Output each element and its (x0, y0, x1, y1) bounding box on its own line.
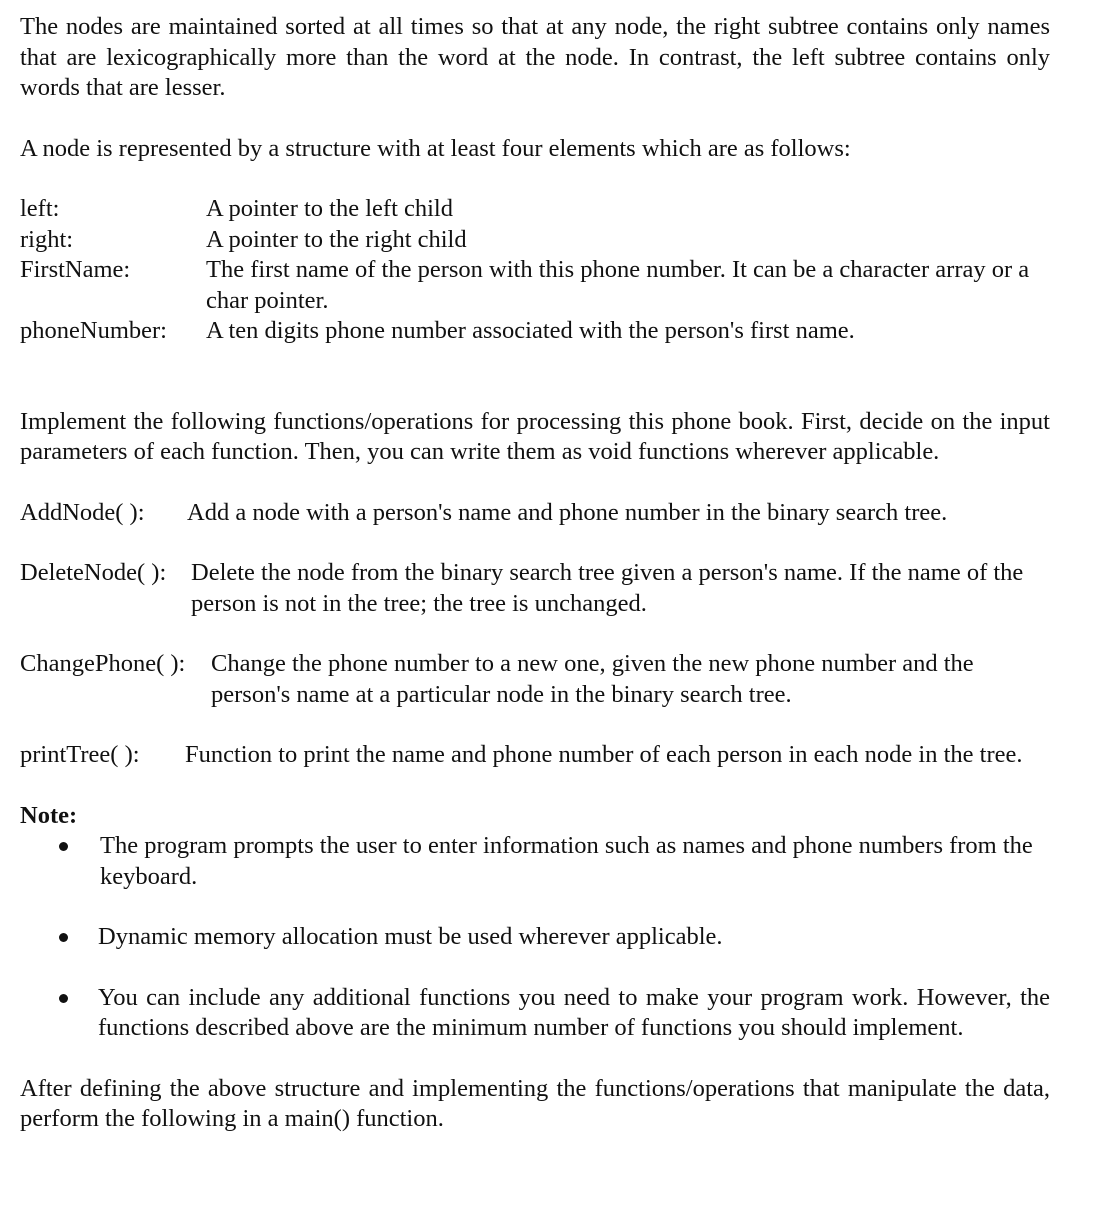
structure-intro: A node is represented by a structure with at least four elements which are as follows: (20, 134, 851, 162)
note-bullet-text: The program prompts the user to enter information such as names and phone numbers from the keyboard. (100, 832, 1033, 890)
function-name: ChangePhone( ): (20, 650, 186, 677)
function-name: DeleteNode( ): (20, 559, 167, 586)
function-description: Delete the node from the binary search tree given a person's name. If the name of the person is not in the tree; the tree is unchanged. (191, 559, 1024, 617)
field-name: right: (20, 225, 74, 253)
field-description: A pointer to the left child (206, 195, 453, 222)
note-title: Note: (20, 801, 78, 829)
field-firstname (20, 255, 1050, 316)
function-printtree (20, 740, 1050, 771)
function-addnode (20, 498, 1050, 529)
note-bullet-text: Dynamic memory allocation must be used wherever applicable. (98, 923, 723, 950)
bullet-icon (20, 922, 98, 953)
field-phonenumber (20, 316, 1050, 347)
function-deletenode (20, 558, 1050, 619)
field-name: FirstName: (20, 256, 131, 283)
function-name: AddNode( ): (20, 498, 145, 526)
note-bullet-list (20, 831, 1050, 1044)
field-name: left: (20, 195, 60, 222)
note-bullet (20, 922, 1050, 953)
function-description: Change the phone number to a new one, given the new phone number and the person's name at a particular node in the binary search tree. (211, 650, 974, 708)
field-description: A ten digits phone number associated with the person's first name. (206, 317, 855, 344)
field-right (20, 225, 1050, 256)
field-description: A pointer to the right child (206, 225, 467, 253)
note-bullet-text: You can include any additional functions you need to make your program work. However, the functions described above are the minimum number of functions you should implement. (98, 983, 1050, 1041)
document-page (20, 12, 1050, 1135)
functions-intro: Implement the following functions/operations for processing this phone book. First, decide on the input parameters of each function. Then, you can write them as void functions wherever applicable. (20, 407, 1050, 465)
field-list (20, 194, 1050, 347)
intro-paragraph: The nodes are maintained sorted at all times so that at any node, the right subtree contains only names that are lexicographically more than the word at the node. In contrast, the left subtree contains only words that are lesser. (20, 13, 1050, 101)
bullet-icon (20, 983, 98, 1044)
note-bullet (20, 831, 1050, 892)
bullet-icon (20, 831, 100, 892)
function-changephone (20, 649, 1050, 710)
note-bullet (20, 983, 1050, 1044)
field-name: phoneNumber: (20, 317, 167, 344)
field-left (20, 194, 1050, 225)
function-description: Add a node with a person's name and phone number in the binary search tree. (187, 498, 948, 526)
closing-paragraph: After defining the above structure and implementing the functions/operations that manipulate the data, perform the following in a main() function. (20, 1074, 1050, 1132)
function-description: Function to print the name and phone number of each person in each node in the tree. (185, 741, 1023, 768)
field-description: The first name of the person with this phone number. It can be a character array or a char pointer. (206, 256, 1030, 314)
function-name: printTree( ): (20, 741, 140, 768)
